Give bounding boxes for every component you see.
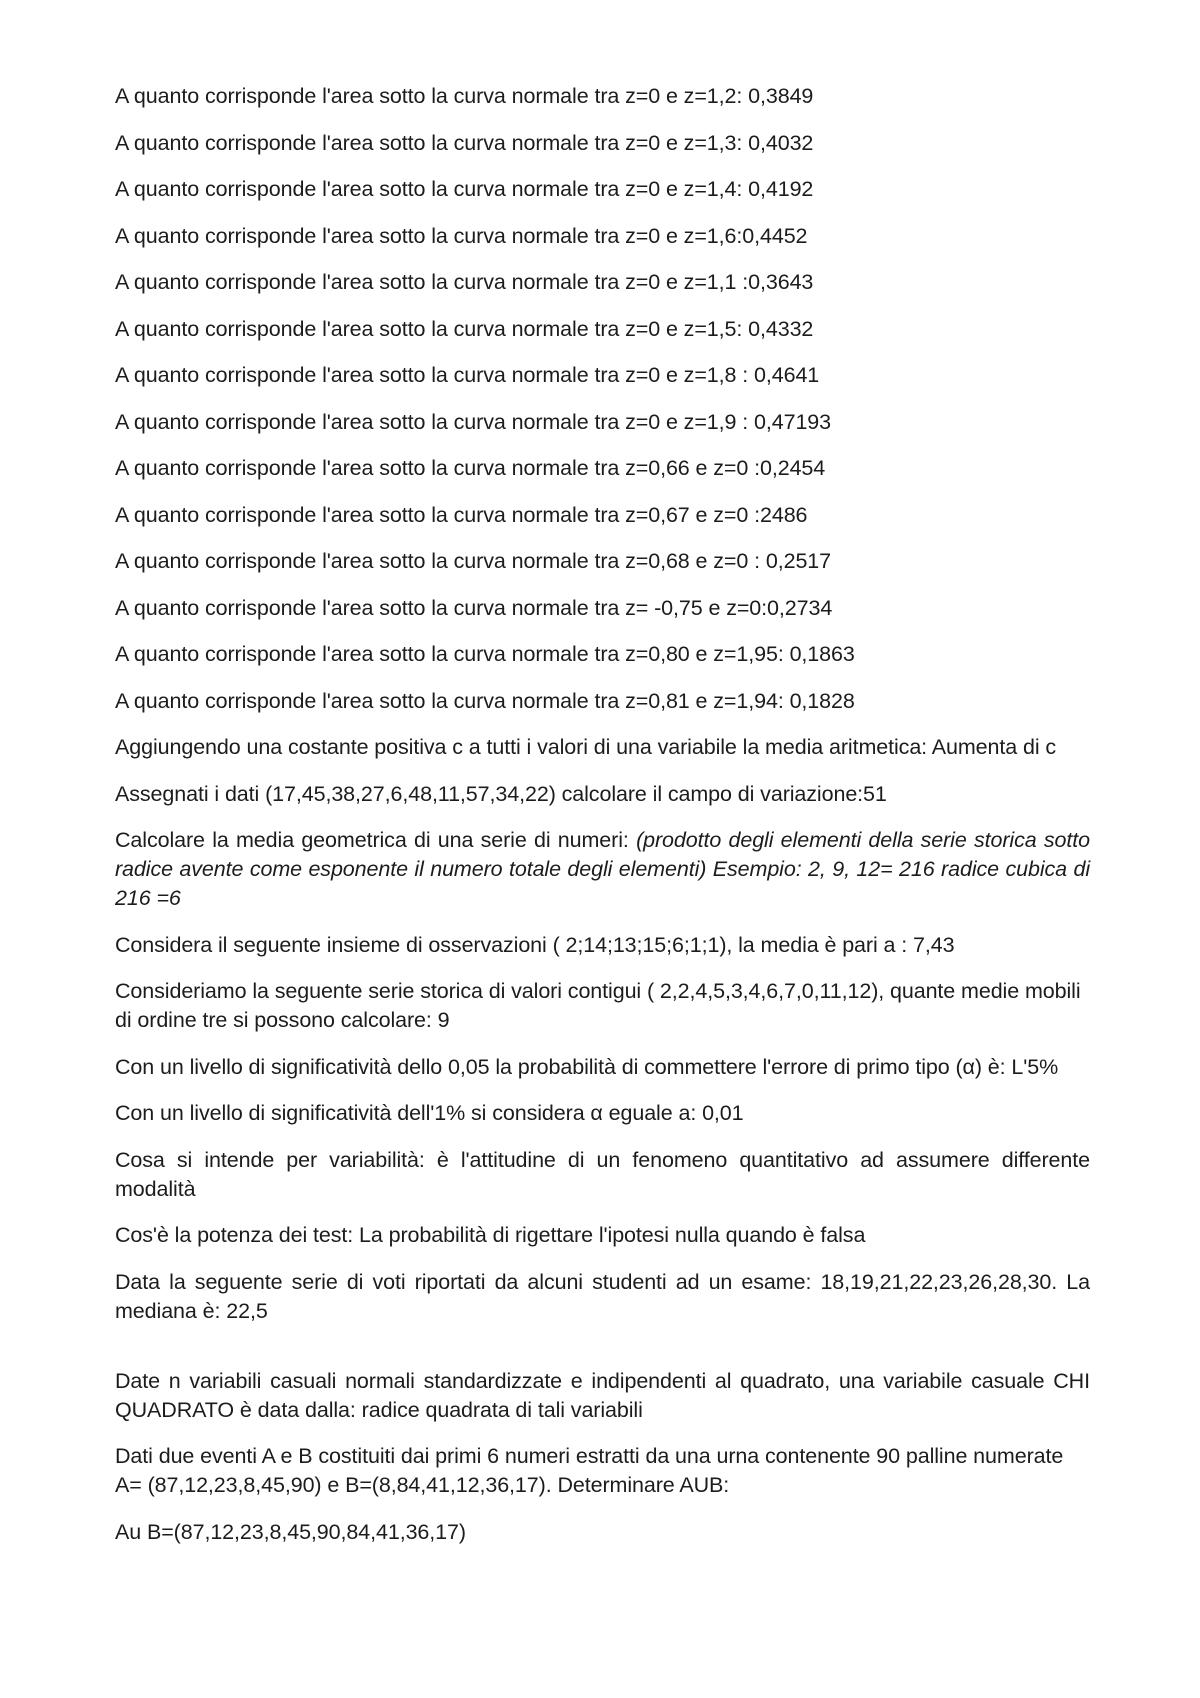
text-paragraph: Consideriamo la seguente serie storica di valori contigui ( 2,2,4,5,3,4,6,7,0,11,12), quante medie mobili di ordine tre si possono calcolare: 9 xyxy=(115,979,1081,1032)
geometric-mean-paragraph xyxy=(115,826,1090,913)
text-line: Con un livello di significatività dell'1% si considera α eguale a: 0,01 xyxy=(115,1101,744,1125)
text-paragraph: Con un livello di significatività dello 0,05 la probabilità di commettere l'errore di primo tipo (α) è: L'5% xyxy=(115,1054,1059,1079)
geometric-mean-lead: Calcolare la media geometrica di una serie di numeri: xyxy=(115,828,637,852)
text-line: A quanto corrisponde l'area sotto la curva normale tra z=0 e z=1,8 : 0,4641 xyxy=(115,363,820,387)
text-line: A quanto corrisponde l'area sotto la curva normale tra z=0 e z=1,3: 0,4032 xyxy=(115,130,814,155)
text-line: A quanto corrisponde l'area sotto la curva normale tra z=0 e z=1,4: 0,4192 xyxy=(115,177,814,201)
text-line: A quanto corrisponde l'area sotto la curva normale tra z=0,81 e z=1,94: 0,1828 xyxy=(115,688,855,713)
text-line: A quanto corrisponde l'area sotto la curva normale tra z=0,67 e z=0 :2486 xyxy=(115,502,808,527)
text-line: A quanto corrisponde l'area sotto la curva normale tra z=0 e z=1,5: 0,4332 xyxy=(115,316,814,341)
text-paragraph: Data la seguente serie di voti riportati da alcuni studenti ad un esame: 18,19,21,22,23,26,28,30. La mediana è: 22,5 xyxy=(115,1269,1090,1323)
text-paragraph: Date n variabili casuali normali standardizzate e indipendenti al quadrato, una variabile casuale CHI QUADRATO è data dalla: radice quadrata di tali variabili xyxy=(115,1368,1090,1422)
text-line: A quanto corrisponde l'area sotto la curva normale tra z=0,66 e z=0 :0,2454 xyxy=(115,456,826,480)
text-line: Considera il seguente insieme di osservazioni ( 2;14;13;15;6;1;1), la media è pari a : 7,43 xyxy=(115,932,955,957)
text-line: Au B=(87,12,23,8,45,90,84,41,36,17) xyxy=(115,1519,466,1544)
text-line: A quanto corrisponde l'area sotto la curva normale tra z=0 e z=1,1 :0,3643 xyxy=(115,270,814,294)
text-line: Cos'è la potenza dei test: La probabilità di rigettare l'ipotesi nulla quando è falsa xyxy=(115,1223,866,1247)
document-body xyxy=(115,82,1090,1564)
text-line: Assegnati i dati (17,45,38,27,6,48,11,57,34,22) calcolare il campo di variazione:51 xyxy=(115,781,887,806)
text-paragraph: Cosa si intende per variabilità: è l'attitudine di un fenomeno quantitativo ad assumere differente modalità xyxy=(115,1147,1090,1201)
text-paragraph: Aggiungendo una costante positiva c a tutti i valori di una variabile la media aritmetica: Aumenta di c xyxy=(115,735,1057,759)
text-line: A quanto corrisponde l'area sotto la curva normale tra z=0,80 e z=1,95: 0,1863 xyxy=(115,642,855,666)
text-line: A quanto corrisponde l'area sotto la curva normale tra z=0 e z=1,2: 0,3849 xyxy=(115,84,814,108)
text-line: A quanto corrisponde l'area sotto la curva normale tra z=0,68 e z=0 : 0,2517 xyxy=(115,549,832,573)
text-line: A quanto corrisponde l'area sotto la curva normale tra z= -0,75 e z=0:0,2734 xyxy=(115,595,833,620)
text-paragraph: Dati due eventi A e B costituiti dai primi 6 numeri estratti da una urna contenente 90 palline numerate A= (87,12,23,8,45,90) e B=(8,84,41,12,36,17). Determinare AUB: xyxy=(115,1444,1064,1497)
geometric-mean-explanation: (prodotto degli elementi della serie storica sotto radice avente come esponente il numero totale degli elementi) Esempio: 2, 9, 12= 216 radice cubica di 216 =6 xyxy=(115,828,1091,910)
text-line: A quanto corrisponde l'area sotto la curva normale tra z=0 e z=1,6:0,4452 xyxy=(115,223,808,248)
text-line: A quanto corrisponde l'area sotto la curva normale tra z=0 e z=1,9 : 0,47193 xyxy=(115,409,832,434)
